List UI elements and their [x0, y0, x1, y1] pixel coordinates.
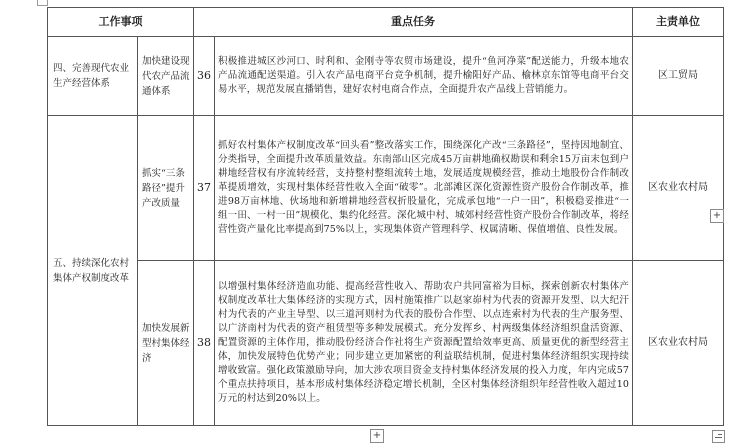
resize-icon-line	[715, 437, 722, 438]
number-cell: 36	[194, 37, 215, 116]
add-row-button[interactable]: +	[370, 429, 384, 443]
item-cell: 抓实“三条路径”提升产改质量	[138, 116, 194, 261]
task-cell: 抓好农村集体产权制度改革“回头看”整改落实工作，围绕深化产改“三条路径”，坚持因地制宜、分类指导，全面提升改革质量效益。东南部山区完成45万亩耕地确权勘误和剩余15万亩末包到户耕地经营权有序流转经营，支持整村整组流转土地，发展适度规模经营，推动土地股份合作制改革提质增效，实现村集体经营性收入全面“破零”。北部滩区深化资源性资产股份合作制改革，推进98万亩林地、伙场地和新增耕地经营权折股量化，完成承包地“一户一田”，积极稳妥推进“一组一田、一村一田”规模化、集约化经营。深化城中村、城郊村经营性资产股份合作制改革，将经营性资产量化比率提高到75%以上，实现集体资产管理科学、权属清晰、保值增值、良性发展。	[215, 116, 633, 261]
unit-cell: 区工贸局	[633, 37, 724, 116]
table-row	[48, 116, 724, 261]
table-resize-handle[interactable]	[712, 430, 725, 443]
table-top-handle[interactable]	[37, 0, 48, 6]
unit-cell: 区农业农村局	[633, 116, 724, 261]
number-cell: 37	[194, 116, 215, 261]
item-cell: 加快建设现代农产品流通体系	[138, 37, 194, 116]
number-cell: 38	[194, 261, 215, 426]
resize-icon-line	[718, 434, 722, 435]
task-cell: 以增强村集体经济造血功能、提高经营性收入、帮助农户共同富裕为目标，探索创新农村集体产权制度改革壮大集体经济的实现方式，因村施策推广以赵家峁村为代表的资源开发型、以大纪汗村为代表的产业主导型、以三道河则村为代表的股份合作型、以点连索村为代表的生产服务型、以广济南村为代表的资产租赁型等多种发展模式。充分发挥乡、村两级集体经济组织盘活资源、配置资源的主体作用，推动股份经济合作社将生产资源配置给效率更高、质量更优的新型经营主体，加快发展特色优势产业；同步建立更加紧密的利益联结机制，促进村集体经济组织实现持续增收致富。强化政策激励导向，加大涉农项目资金支持村集体经济发展的投入力度，年内完成57个重点扶持项目，基本形成村集体经济稳定增长机制，全区村集体经济组织年经营性收入超过10万元的村达到20%以上。	[215, 261, 633, 426]
header-unit: 主责单位	[633, 8, 724, 37]
item-cell: 加快发展新型村集体经济	[138, 261, 194, 426]
unit-cell: 区农业农村局	[633, 261, 724, 426]
area-cell: 四、完善现代农业生产经营体系	[48, 37, 138, 116]
table-row	[48, 261, 724, 426]
task-table	[47, 7, 724, 426]
header-matter: 工作事项	[48, 8, 194, 37]
area-cell: 五、持续深化农村集体产权制度改革	[48, 116, 138, 426]
task-cell: 积极推进城区沙河口、时利和、金刚寺等农贸市场建设，提升“鱼河净菜”配送能力，升级本地农产品流通配送渠道。引入农产品电商平台竞争机制，提升榆阳好产品、榆林京东馆等电商平台交易水平，规范发展直播销售，建好农村电商合作点，全面提升农产品线上营销能力。	[215, 37, 633, 116]
header-task: 重点任务	[194, 8, 633, 37]
table-row	[48, 37, 724, 116]
table-header-row	[48, 8, 724, 37]
add-column-button[interactable]: +	[710, 209, 724, 223]
